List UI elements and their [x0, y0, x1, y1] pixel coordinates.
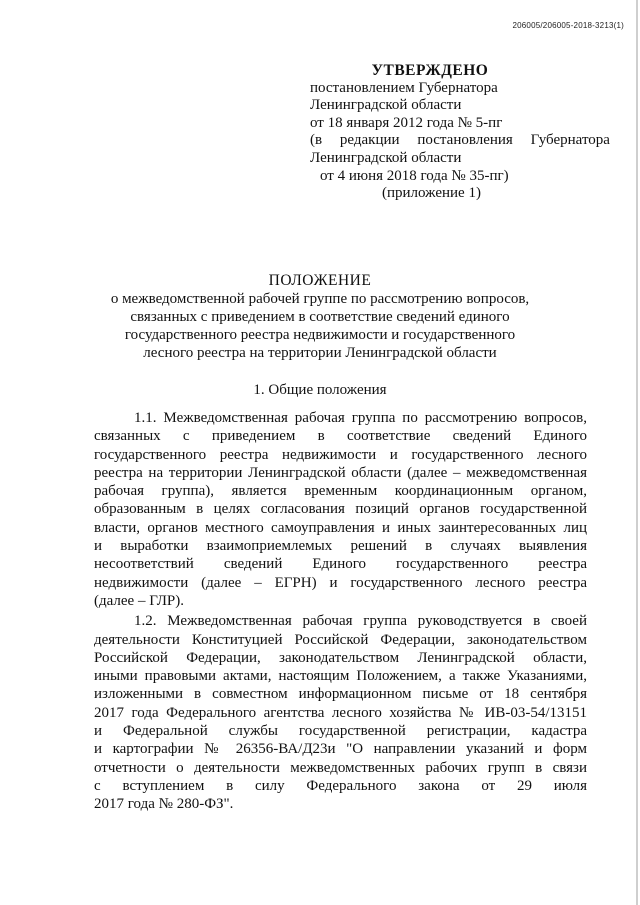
approval-title: УТВЕРЖДЕНО	[371, 62, 489, 79]
approval-line: Ленинградской области	[310, 97, 462, 114]
heading-title: ПОЛОЖЕНИЕ	[268, 272, 372, 289]
approval-line: постановлением Губернатора	[310, 79, 498, 96]
text-line: государственного реестра недвижимости и государственного лесного	[94, 446, 587, 463]
text-line: и картографии № 26356-ВА/Д23и "О направлении указаний и форм	[94, 741, 587, 758]
heading-line: лесного реестра на территории Ленинградской области	[143, 345, 497, 361]
text-line: реестра на территории Ленинградской области (далее – межведомственная	[94, 464, 587, 481]
text-line: 1.2. Межведомственная рабочая группа руководствуется в своей	[134, 613, 587, 630]
paragraph-1-2	[94, 612, 587, 813]
paragraph-1-1	[94, 409, 587, 610]
approval-line: от 4 июня 2018 года № 35-пг)	[320, 167, 509, 184]
section-title: 1. Общие положения	[253, 382, 387, 398]
text-line: несоответствий сведений Единого государственного реестра	[94, 556, 587, 573]
regulation-heading	[100, 272, 540, 362]
document-number: 206005/206005-2018-3213(1)	[512, 21, 624, 30]
heading-line: связанных с приведением в соответствие сведений единого	[130, 309, 510, 325]
approval-block	[310, 62, 610, 203]
text-line: отчетности о деятельности межведомственных рабочих групп в связи	[94, 759, 587, 776]
text-line: 1.1. Межведомственная рабочая группа по рассмотрению вопросов,	[134, 410, 587, 426]
text-line: недвижимости (далее – ЕГРН) и государственного лесного реестра	[94, 574, 587, 591]
text-line: рабочая группа), является временным координационным органом,	[94, 483, 587, 500]
text-line: 2017 года Федерального агентства лесного хозяйства № ИВ-03-54/13151	[94, 704, 587, 721]
text-line: и выработки взаимоприемлемых решений в случаях выявления	[94, 538, 587, 555]
approval-word: редакции	[339, 132, 400, 149]
text-line: и Федеральной службы государственной регистрации, кадастра	[94, 723, 587, 740]
text-line: Российской Федерации, законодательством Ленинградской области,	[94, 649, 587, 666]
text-line: власти, органов местного самоуправления и иных заинтересованных лиц	[94, 519, 587, 536]
document-body	[94, 409, 587, 814]
text-line: изложенными в совместном информационном письме от 18 сентября	[94, 686, 587, 703]
text-line: иными правовыми актами, настоящим Положением, а также Указаниями,	[94, 668, 587, 685]
approval-line: Ленинградской области	[310, 149, 462, 166]
text-line: с вступлением в силу Федерального закона от 29 июля	[94, 777, 587, 794]
text-line: деятельности Конституцией Российской Федерации, законодательством	[94, 631, 587, 648]
approval-line: от 18 января 2012 года № 5-пг	[310, 114, 503, 131]
approval-word: (в	[310, 132, 323, 149]
approval-word: Губернатора	[530, 132, 610, 149]
heading-line: государственного реестра недвижимости и государственного	[124, 327, 516, 343]
approval-word: постановления	[417, 132, 513, 149]
page-edge-shadow	[636, 0, 638, 905]
approval-line-edition	[310, 132, 610, 150]
text-line: образованным в целях согласования позиций органов государственной	[94, 501, 587, 518]
text-line: 2017 года № 280-ФЗ".	[94, 796, 234, 813]
heading-line: о межведомственной рабочей группе по рассмотрению вопросов,	[110, 291, 530, 307]
text-line: (далее – ГЛР).	[94, 592, 185, 609]
text-line: связанных с приведением в соответствие сведений Единого	[94, 428, 587, 445]
approval-annex: (приложение 1)	[382, 185, 481, 202]
